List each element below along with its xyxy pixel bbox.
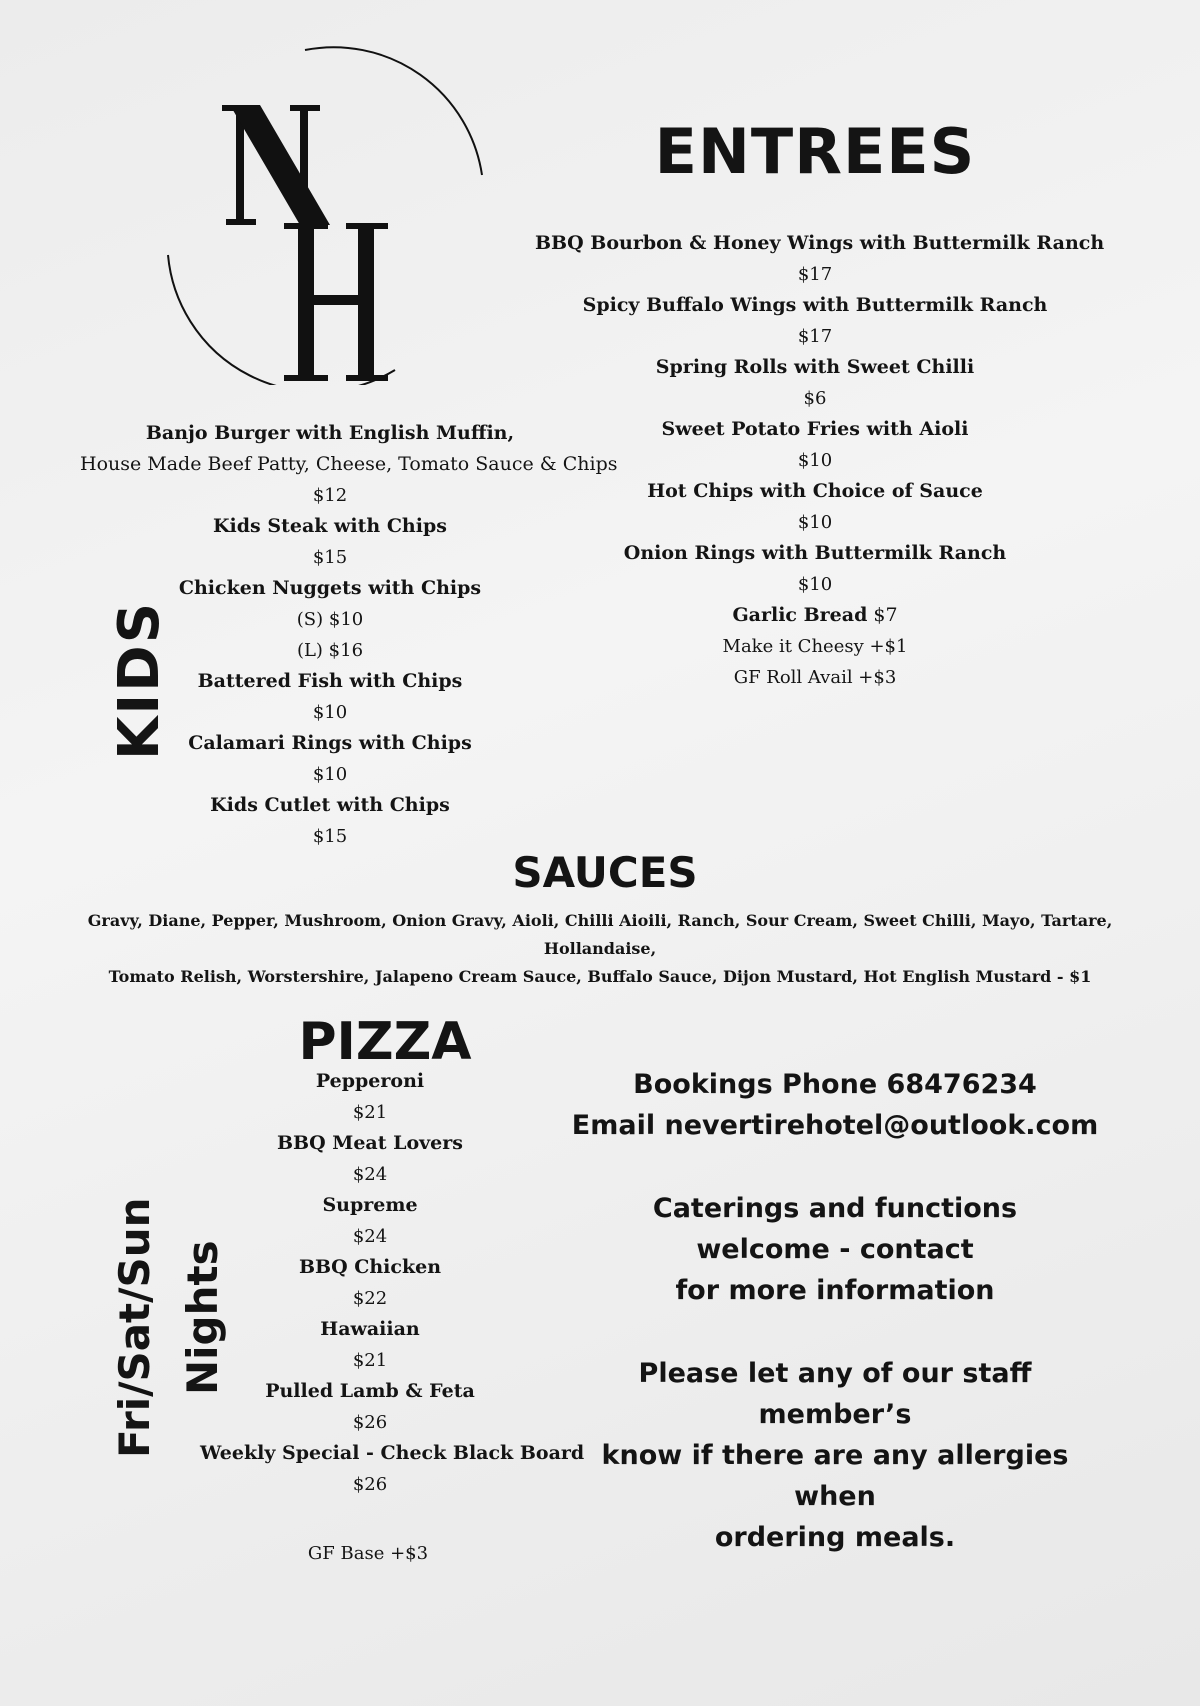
kids-item-name: Chicken Nuggets with Chips [178, 577, 482, 599]
pizza-item-name: Weekly Special - Check Black Board [200, 1442, 585, 1464]
pizza-item-price: $24 [352, 1164, 388, 1185]
allergy-line: Please let any of our staff member’s [638, 1358, 1032, 1430]
pizza-item-price: $26 [352, 1474, 388, 1495]
garlic-bread-price: $7 [873, 604, 898, 626]
kids-item-price: $10 [312, 702, 348, 723]
entree-item-name: BBQ Bourbon & Honey Wings with Buttermilk Ranch [535, 232, 1105, 254]
kids-item-price: $15 [312, 826, 348, 847]
pizza-item-price: $22 [352, 1288, 388, 1309]
kids-banjo-name: Banjo Burger with English Muffin, [145, 422, 515, 444]
pizza-item-name: BBQ Meat Lovers [277, 1132, 463, 1154]
entree-item-name: Spring Rolls with Sweet Chilli [655, 356, 975, 378]
entree-item-name: Onion Rings with Buttermilk Ranch [623, 542, 1007, 564]
catering-line: Caterings and functions [652, 1193, 1018, 1224]
entrees-section [565, 112, 1065, 192]
kids-item-price: $10 [312, 764, 348, 785]
kids-item-name: Calamari Rings with Chips [188, 732, 472, 754]
entree-item-price: $17 [797, 264, 833, 285]
allergy-line: know if there are any allergies when [601, 1440, 1069, 1512]
entree-item-price: $10 [797, 574, 833, 595]
bookings-email: Email nevertirehotel@outlook.com [571, 1110, 1099, 1141]
entrees-list [535, 228, 1105, 693]
entree-item-name: Hot Chips with Choice of Sauce [647, 480, 983, 502]
pizza-gf-note: GF Base +$3 [307, 1543, 429, 1564]
kids-banjo-desc: House Made Beef Patty, Cheese, Tomato Sauce & Chips [80, 453, 618, 475]
pizza-item-name: Pulled Lamb & Feta [265, 1380, 475, 1402]
sauces-line-1: Gravy, Diane, Pepper, Mushroom, Onion Gravy, Aioli, Chilli Aioili, Ranch, Sour Cream, Sweet Chilli, Mayo, Tartare, [87, 911, 1113, 930]
sauces-section [0, 846, 1200, 992]
entree-item-price: $17 [797, 326, 833, 347]
pizza-section [220, 1010, 520, 1074]
logo-arc [305, 47, 482, 175]
sauces-heading: SAUCES [512, 848, 698, 897]
kids-item-price: (L) $16 [296, 640, 364, 661]
pizza-item-price: $24 [352, 1226, 388, 1247]
pizza-list [200, 1066, 585, 1500]
kids-item-price: (S) $10 [296, 609, 364, 630]
kids-item-name: Kids Cutlet with Chips [210, 794, 450, 816]
pizza-nights-label: Nights [178, 1240, 227, 1395]
kids-item-price: $15 [312, 547, 348, 568]
entree-extra: GF Roll Avail +$3 [733, 667, 897, 688]
entree-extra: Make it Cheesy +$1 [722, 636, 908, 657]
logo [160, 45, 490, 385]
entree-item-name: Spicy Buffalo Wings with Buttermilk Ranch [582, 294, 1048, 316]
entree-item-price: $10 [797, 512, 833, 533]
info-section [560, 1064, 1110, 1558]
entree-item-name: Sweet Potato Fries with Aioli [661, 418, 969, 440]
allergy-line: ordering meals. [714, 1522, 956, 1553]
kids-item-name: Battered Fish with Chips [197, 670, 463, 692]
kids-heading: KIDS [107, 600, 172, 760]
pizza-item-price: $21 [352, 1350, 388, 1371]
bookings-phone: Bookings Phone 68476234 [633, 1069, 1037, 1100]
pizza-days-label: Fri/Sat/Sun [110, 1197, 159, 1458]
sauces-line-2: Hollandaise, [543, 939, 657, 958]
allergy-text [560, 1353, 1110, 1558]
pizza-item-name: Hawaiian [320, 1318, 420, 1340]
entree-item-price: $6 [803, 388, 827, 409]
catering-text [560, 1188, 1110, 1311]
pizza-item-name: Supreme [322, 1194, 418, 1216]
garlic-bread-row [535, 600, 1095, 631]
pizza-item-price: $21 [352, 1102, 388, 1123]
entrees-heading: ENTREES [654, 115, 976, 188]
entree-item-price: $10 [797, 450, 833, 471]
catering-line: welcome - contact [696, 1234, 974, 1265]
kids-list [80, 418, 618, 852]
catering-line: for more information [675, 1275, 995, 1306]
pizza-heading: PIZZA [298, 1012, 472, 1072]
pizza-item-name: Pepperoni [315, 1070, 425, 1092]
kids-banjo-price: $12 [312, 485, 348, 506]
kids-item-name: Kids Steak with Chips [213, 515, 447, 537]
sauces-line-3: Tomato Relish, Worstershire, Jalapeno Cream Sauce, Buffalo Sauce, Dijon Mustard, Hot English Mustard - $1 [108, 967, 1092, 986]
garlic-bread-name: Garlic Bread [732, 604, 868, 626]
pizza-item-price: $26 [352, 1412, 388, 1433]
pizza-item-name: BBQ Chicken [298, 1256, 442, 1278]
